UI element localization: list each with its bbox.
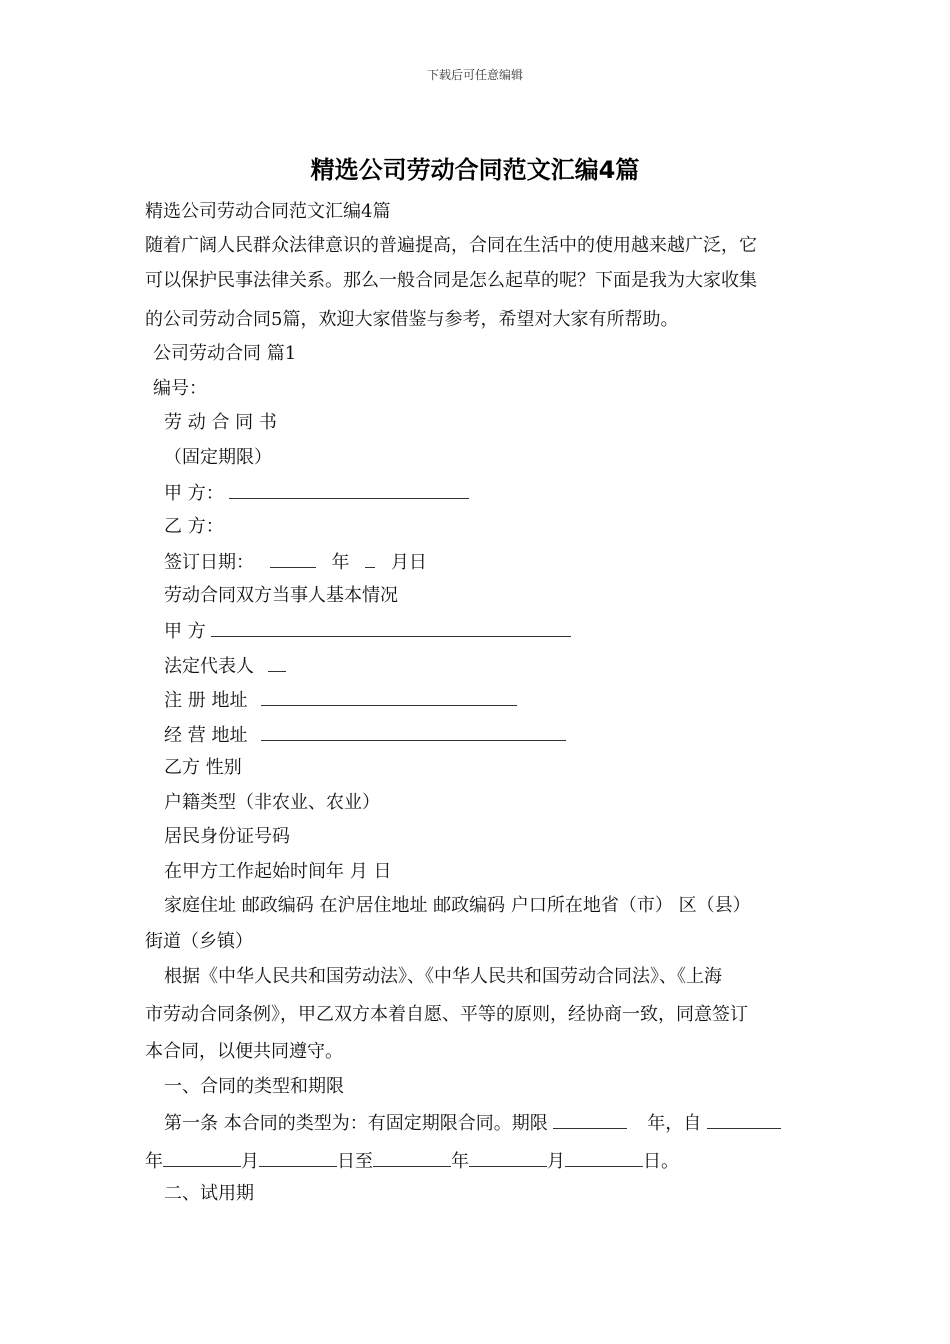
- basis-line-2: 市劳动合同条例》，甲乙双方本着自愿、平等的原则，经协商一致，同意签订: [145, 1004, 748, 1025]
- article-1-text-1: 第一条 本合同的类型为：有固定期限合同。期限: [164, 1113, 548, 1134]
- contract-name: 劳 动 合 同 书: [164, 412, 277, 433]
- article-1-blank-3: [373, 1148, 451, 1167]
- id-number: 居民身份证号码: [164, 826, 290, 847]
- article-1-years-blank: [553, 1110, 627, 1129]
- header-note: 下载后可任意编辑: [426, 68, 523, 82]
- sign-date-row: [164, 549, 829, 575]
- basic-info-title: 劳动合同双方当事人基本情况: [164, 585, 398, 606]
- reg-address-blank: [261, 687, 517, 706]
- chapter-1-title: 一、合同的类型和期限: [164, 1076, 344, 1097]
- article-1-row-2: [145, 1148, 810, 1174]
- article-1-blank-4: [469, 1148, 547, 1167]
- intro-line-3: 的公司劳动合同5篇，欢迎大家借鉴与参考，希望对大家有所帮助。: [145, 309, 679, 330]
- biz-address-label: 经 营 地址: [164, 725, 248, 746]
- article-1-month-1: 月: [241, 1151, 259, 1172]
- party-a-row: [164, 480, 829, 506]
- reg-address-row: [164, 687, 829, 713]
- biz-address-blank: [261, 722, 566, 741]
- article-1-blank-5: [565, 1148, 643, 1167]
- article-1-day-1: 日至: [337, 1151, 373, 1172]
- section-title: 公司劳动合同 篇1: [153, 343, 297, 364]
- article-1-month-2: 月: [547, 1151, 565, 1172]
- article-1-blank-2: [259, 1148, 337, 1167]
- party-a2-blank: [211, 618, 571, 637]
- basis-line-1: 根据《中华人民共和国劳动法》、《中华人民共和国劳动合同法》、《上海: [164, 966, 722, 987]
- article-1-year-2: 年: [451, 1151, 469, 1172]
- document-subtitle: 精选公司劳动合同范文汇编4篇: [145, 201, 391, 222]
- address-line-2: 街道（乡镇）: [145, 931, 253, 952]
- article-1-blank-1: [163, 1148, 241, 1167]
- contract-type: （固定期限）: [164, 447, 272, 468]
- party-a2-row: [164, 618, 829, 644]
- address-line-1: 家庭住址 邮政编码 在沪居住地址 邮政编码 户口所在地省（市） 区（县）: [164, 895, 751, 916]
- intro-line-2: 可以保护民事法律关系。那么一般合同是怎么起草的呢？下面是我为大家收集: [145, 270, 757, 291]
- article-1-start-blank: [707, 1110, 781, 1129]
- article-1-year-1: 年: [145, 1151, 163, 1172]
- reg-address-label: 注 册 地址: [164, 690, 248, 711]
- document-title: 精选公司劳动合同范文汇编4篇: [310, 156, 640, 184]
- number-label: 编号：: [153, 378, 207, 399]
- party-a2-label: 甲 方: [164, 621, 206, 642]
- sign-year-text: 年: [331, 552, 350, 573]
- legal-rep-blank: [268, 653, 286, 672]
- sign-date-label: 签订日期：: [164, 552, 254, 573]
- article-1-day-2: 日。: [643, 1151, 679, 1172]
- household-type: 户籍类型（非农业、农业）: [164, 792, 380, 813]
- party-b-gender: 乙方 性别: [164, 757, 242, 778]
- sign-monthday-text: 月日: [390, 552, 427, 573]
- start-time: 在甲方工作起始时间年 月 日: [164, 861, 392, 882]
- sign-month-blank: [365, 549, 375, 568]
- party-a-label: 甲 方：: [164, 483, 224, 504]
- legal-rep-label: 法定代表人: [164, 656, 254, 677]
- chapter-2-title: 二、试用期: [164, 1183, 254, 1204]
- article-1-row-1: [164, 1110, 829, 1136]
- intro-line-1: 随着广阔人民群众法律意识的普遍提高，合同在生活中的使用越来越广泛，它: [145, 235, 757, 256]
- party-b-label: 乙 方：: [164, 516, 224, 537]
- basis-line-3: 本合同，以便共同遵守。: [145, 1041, 343, 1062]
- party-a-blank: [229, 480, 469, 499]
- biz-address-row: [164, 722, 829, 748]
- article-1-text-2: 年，自: [647, 1113, 702, 1134]
- legal-rep-row: [164, 653, 829, 679]
- sign-year-blank: [270, 549, 316, 568]
